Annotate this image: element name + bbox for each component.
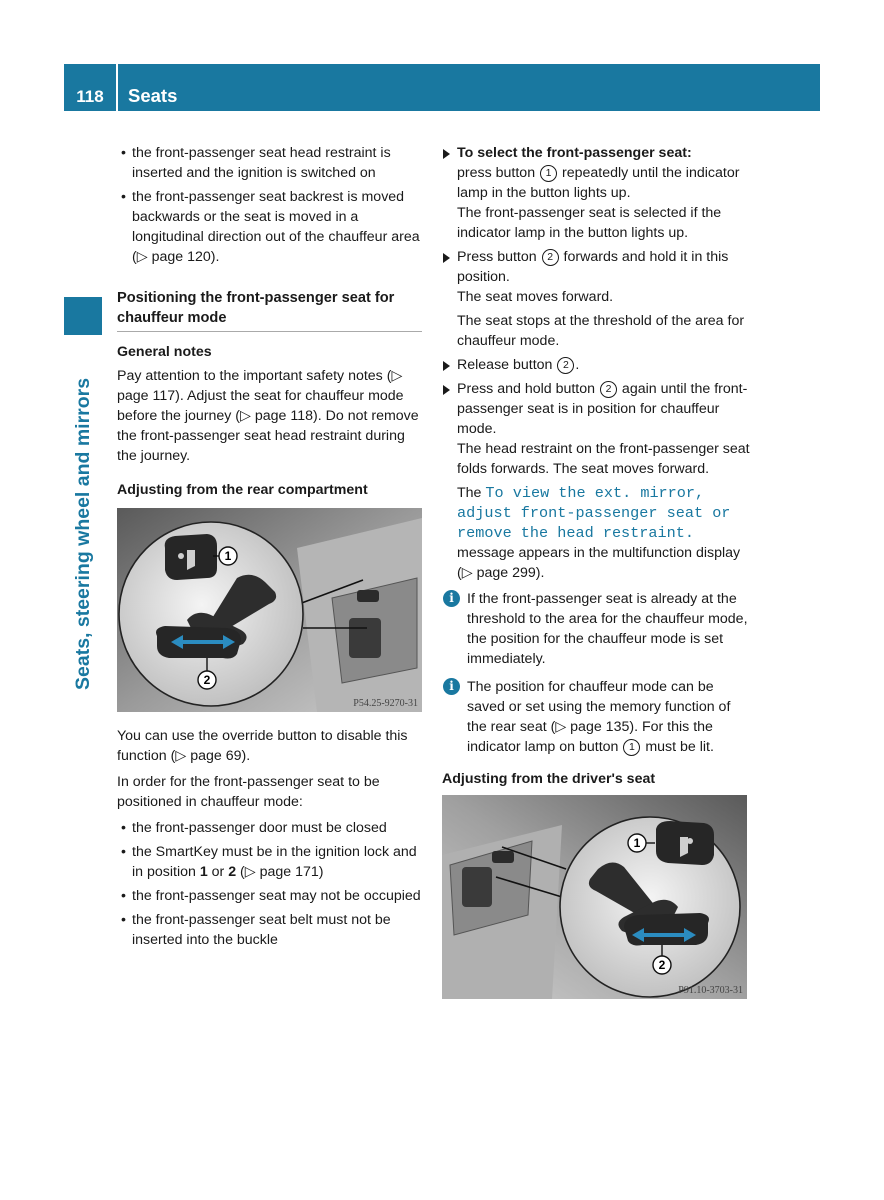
rear-seat-control-illustration — [117, 508, 422, 712]
button-2-icon: 2 — [557, 357, 574, 374]
header-divider — [116, 64, 118, 111]
figure-code: P54.25-9270-31 — [353, 698, 418, 709]
info-icon: i — [443, 678, 460, 695]
button-2-icon: 2 — [542, 249, 559, 266]
page-header — [64, 64, 820, 111]
step-select-seat: To select the front-passenger seat: press button 1 repeatedly until the indicator lamp in the button lights up. The front-passenger seat is selected if the indicator lamp in the button lights up. — [442, 143, 750, 243]
driver-seat-control-illustration — [442, 795, 747, 999]
left-column — [117, 143, 422, 954]
subheading-rear-compartment: Adjusting from the rear compartment — [117, 482, 368, 498]
button-1-icon: 1 — [623, 739, 640, 756]
memory-button-icon — [165, 534, 217, 580]
section-heading: Positioning the front-passenger seat for chauffeur mode — [117, 288, 422, 332]
section-title: Seats — [128, 85, 178, 106]
step-press-hold: Press and hold button 2 again until the front-passenger seat is in position for chauffeur mode. The head restraint on the front-passenger seat folds forwards. The seat moves forward. The To view the ext. mirror, adjust front-passenger seat or remove the head restraint. message appears in the multifunction display (▷ page 299). — [442, 379, 750, 583]
step-note: The seat stops at the threshold of the area for chauffeur mode. — [457, 313, 745, 349]
list-item: • the front-passenger door must be closed — [117, 818, 422, 838]
figure-rear-compartment — [117, 508, 422, 712]
figure-drivers-seat — [442, 795, 747, 999]
figure-code: P91.10-3703-31 — [678, 985, 743, 996]
list-item: • the front-passenger seat may not be occupied — [117, 886, 422, 906]
display-message-note: The To view the ext. mirror, adjust front-passenger seat or remove the head restraint. message appears in the multifunction display (▷ page 299). — [457, 484, 741, 581]
button-2-icon: 2 — [600, 381, 617, 398]
callout-1-label: 1 — [224, 549, 232, 563]
list-item: • the front-passenger seat backrest is moved backwards or the seat is moved in a longitudinal direction out of the chauffeur area (▷ page 120). — [117, 187, 422, 267]
conditions-intro: In order for the front-passenger seat to be positioned in chauffeur mode: — [117, 774, 380, 810]
override-text: You can use the override button to disable this function (▷ page 69). — [117, 728, 408, 764]
right-column — [442, 143, 750, 1013]
list-item: • the front-passenger seat belt must not be inserted into the buckle — [117, 910, 422, 950]
page-number: 118 — [76, 87, 104, 106]
step-press-forward: Press button 2 forwards and hold it in this position. The seat moves forward. The seat stops at the threshold of the area for chauffeur mode. — [442, 247, 750, 351]
step-arrow-icon — [443, 253, 450, 263]
button-1-icon: 1 — [540, 165, 557, 182]
step-arrow-icon — [443, 361, 450, 371]
general-notes-text: Pay attention to the important safety notes (▷ page 117). Adjust the seat for chauffeur mode before the journey (▷ page 118). Do not remove the front-passenger seat head restraint during the journey. — [117, 368, 419, 464]
step-arrow-icon — [443, 385, 450, 395]
info-icon: i — [443, 590, 460, 607]
side-tab-label: Seats, steering wheel and mirrors — [72, 377, 94, 690]
callout-1-label: 1 — [633, 836, 641, 850]
info-note-memory: i The position for chauffeur mode can be saved or set using the memory function of the rear seat (▷ page 135). For this the indicator lamp on button 1 must be lit. — [442, 677, 750, 757]
list-item: • the front-passenger seat head restraint is inserted and the ignition is switched on — [117, 143, 422, 183]
callout-2-label: 2 — [203, 673, 211, 687]
callout-2-label: 2 — [658, 958, 666, 972]
display-message: To view the ext. mirror, adjust front-passenger seat or remove the head restraint. — [457, 484, 731, 542]
subheading-drivers-seat: Adjusting from the driver's seat — [442, 771, 656, 787]
step-arrow-icon — [443, 149, 450, 159]
list-item: • the SmartKey must be in the ignition lock and in position 1 or 2 (▷ page 171) — [117, 842, 422, 882]
info-note-threshold: i If the front-passenger seat is already at the threshold to the area for the chauffeur mode, the position for the chauffeur mode is set immediately. — [442, 589, 750, 669]
subheading-general-notes: General notes — [117, 344, 212, 360]
memory-button-icon — [656, 821, 714, 865]
step-release: Release button 2 . — [442, 355, 750, 375]
